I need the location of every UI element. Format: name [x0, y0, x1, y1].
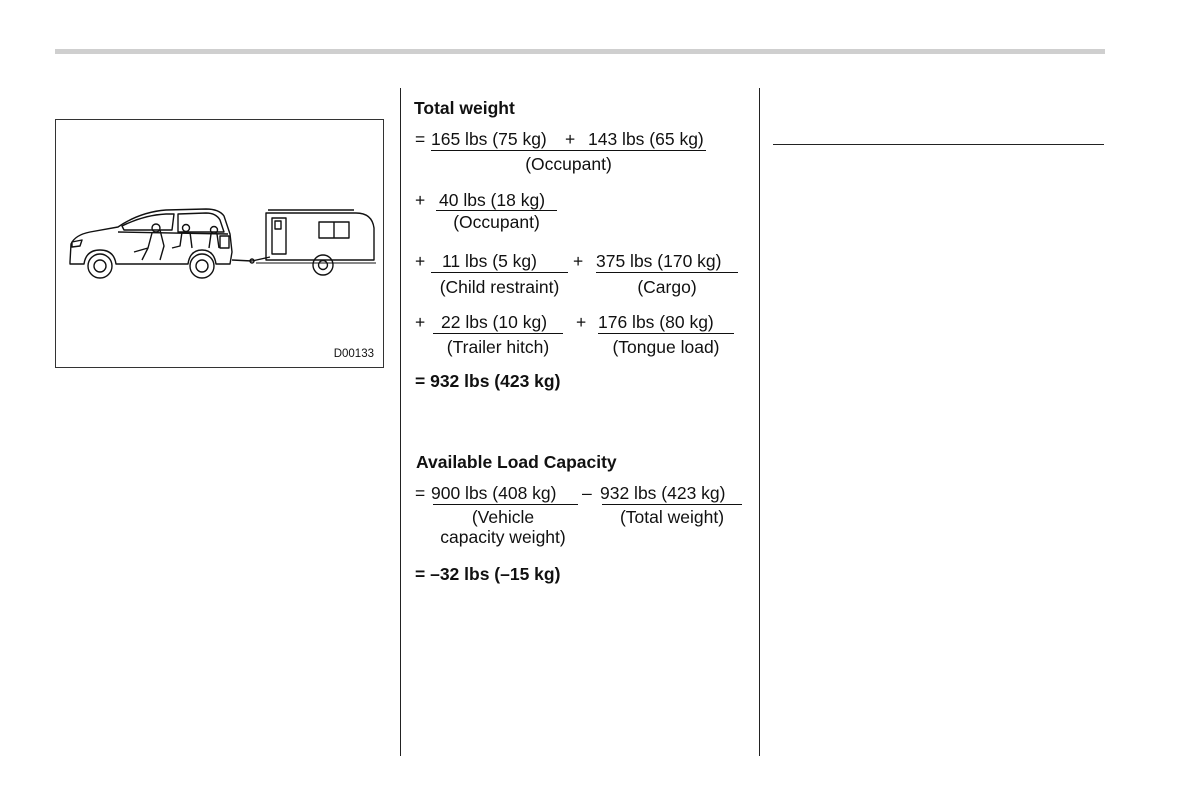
vehicle-trailer-illustration — [55, 119, 384, 368]
row1-label: (Occupant) — [525, 154, 612, 174]
total-weight-heading: Total weight — [414, 98, 515, 118]
load-fraction-line-2 — [602, 504, 742, 505]
row4-value-2: 176 lbs (80 kg) — [598, 312, 714, 332]
row3-fraction-line-2 — [596, 272, 738, 273]
right-column-rule — [773, 144, 1104, 145]
row1-fraction-line — [431, 150, 706, 151]
row1-value-b: 143 lbs (65 kg) — [588, 129, 704, 149]
load-value-2: 932 lbs (423 kg) — [600, 483, 726, 503]
load-label-2: (Total weight) — [619, 507, 725, 527]
column-divider-right — [759, 88, 760, 756]
row3-label-2: (Cargo) — [637, 277, 697, 297]
row3-plus-2: + — [573, 251, 584, 271]
row4-label-1: (Trailer hitch) — [446, 337, 550, 357]
row3-label-1: (Child restraint) — [439, 277, 560, 297]
car-towing-trailer-icon — [56, 120, 383, 367]
top-rule — [55, 49, 1105, 54]
row4-plus-1: + — [415, 312, 426, 332]
row1-plus: + — [565, 129, 576, 149]
row3-value-2: 375 lbs (170 kg) — [596, 251, 722, 271]
available-load-heading: Available Load Capacity — [416, 452, 617, 472]
load-label-1-line2: capacity weight) — [440, 527, 566, 547]
load-equals: = — [415, 483, 426, 503]
row1-equals: = — [415, 129, 426, 149]
row4-label-2: (Tongue load) — [612, 337, 720, 357]
row2-label: (Occupant) — [453, 212, 540, 232]
row4-value-1: 22 lbs (10 kg) — [441, 312, 548, 332]
load-value-1: 900 lbs (408 kg) — [431, 483, 557, 503]
row4-fraction-line-1 — [433, 333, 563, 334]
load-minus: – — [582, 483, 592, 503]
load-fraction-line-1 — [433, 504, 578, 505]
row2-value: 40 lbs (18 kg) — [439, 190, 546, 210]
row4-fraction-line-2 — [598, 333, 734, 334]
total-weight-result: = 932 lbs (423 kg) — [415, 371, 561, 391]
row3-value-1: 11 lbs (5 kg) — [442, 251, 537, 271]
available-load-result: = –32 lbs (–15 kg) — [415, 564, 561, 584]
row3-fraction-line-1 — [431, 272, 568, 273]
row4-plus-2: + — [576, 312, 587, 332]
load-label-1-line1: (Vehicle — [471, 507, 535, 527]
figure-code: D00133 — [333, 348, 374, 360]
row3-plus-1: + — [415, 251, 426, 271]
column-divider-left — [400, 88, 401, 756]
row2-fraction-line — [436, 210, 557, 211]
row2-plus: + — [415, 190, 426, 210]
row1-value-a: 165 lbs (75 kg) — [431, 129, 547, 149]
